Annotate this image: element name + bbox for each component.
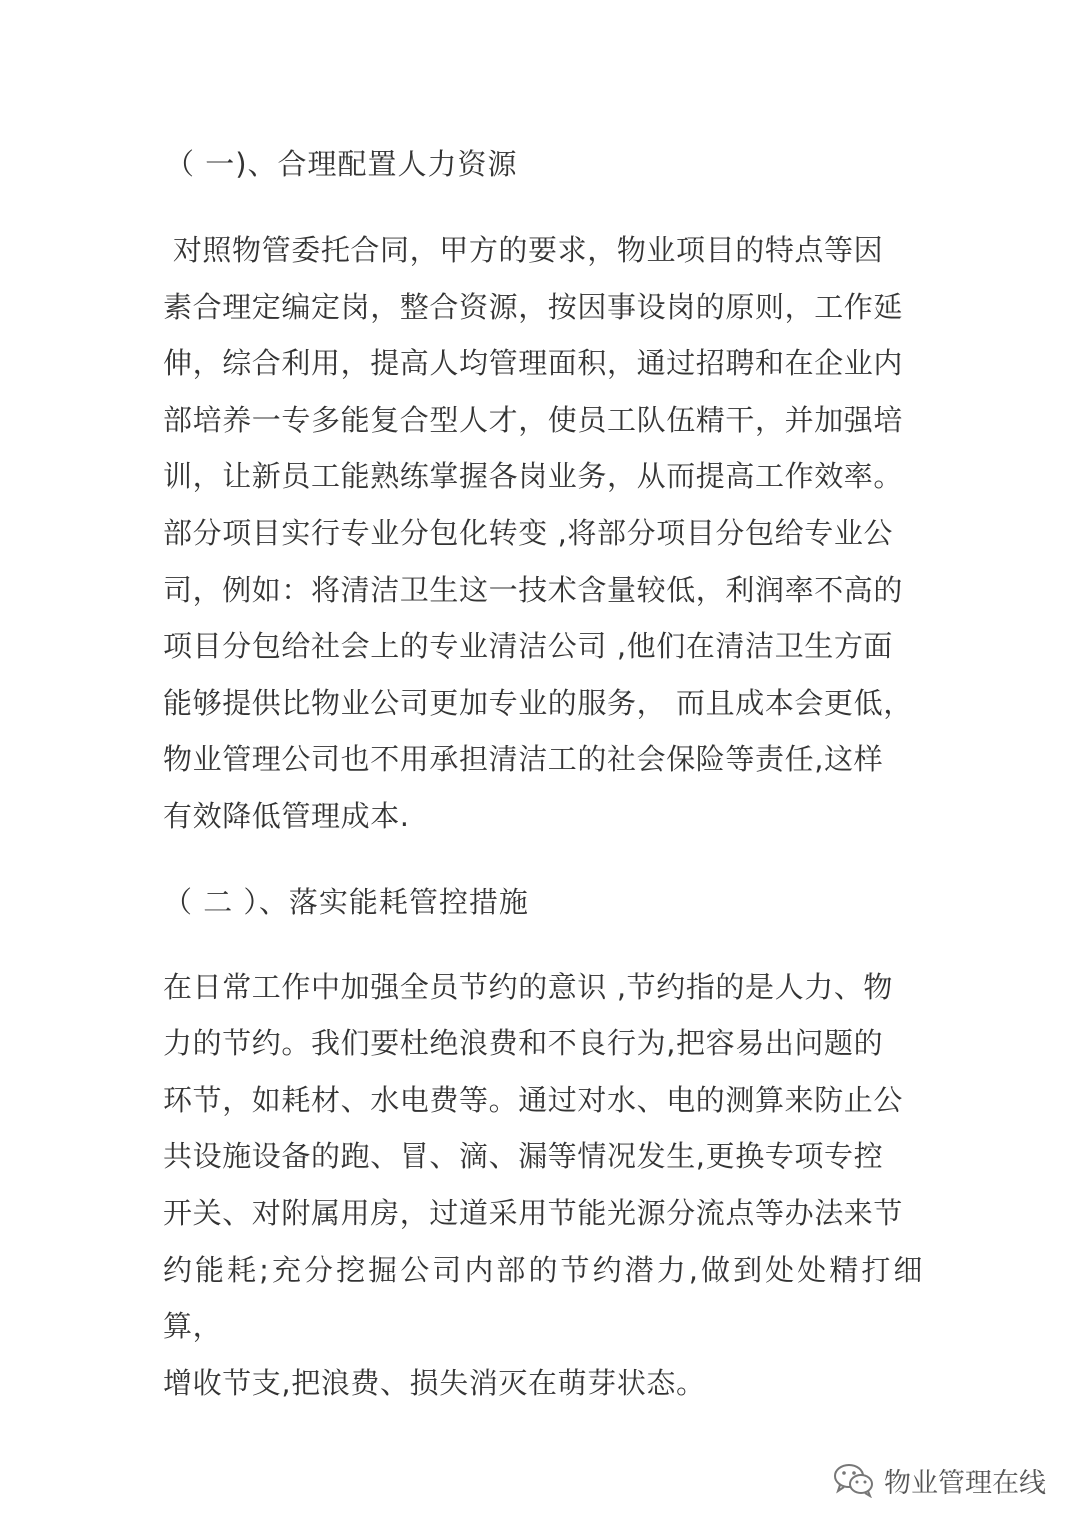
- paragraph-line: 素合理定编定岗，整合资源，按因事设岗的原则，工作延: [163, 289, 904, 324]
- paragraph-line: 项目分包给社会上的专业清洁公司 ,他们在清洁卫生方面: [163, 629, 894, 664]
- paragraph-line: 环节，如耗材、水电费等。通过对水、电的测算来防止公: [163, 1082, 904, 1117]
- paragraph-line: 对照物管委托合同，甲方的要求，物业项目的特点等因: [163, 233, 884, 267]
- paragraph-line: 开关、对附属用房，过道采用节能光源分流点等办法来节: [163, 1195, 904, 1230]
- paragraph-line: 约能耗;充分挖掘公司内部的节约潜力,做到处处精打细算，: [163, 1252, 923, 1344]
- paragraph-line: 训，让新员工能熟练掌握各岗业务，从而提高工作效率。: [163, 459, 904, 494]
- paragraph-line: 部分项目实行专业分包化转变 ,将部分项目分包给专业公: [163, 515, 894, 550]
- paragraph-line: 司，例如：将清洁卫生这一技术含量较低，利润率不高的: [163, 572, 904, 607]
- paragraph-line: 有效降低管理成本.: [163, 798, 410, 833]
- paragraph-line: 共设施设备的跑、冒、滴、漏等情况发生,更换专项专控: [163, 1139, 884, 1174]
- paragraph-line: 物业管理公司也不用承担清洁工的社会保险等责任,这样: [163, 742, 884, 777]
- paragraph-line: 在日常工作中加强全员节约的意识 ,节约指的是人力、物: [163, 969, 894, 1004]
- paragraph-line: 部培养一专多能复合型人才，使员工队伍精干，并加强培: [163, 402, 904, 437]
- section-heading-1: （ 一)、合理配置人力资源: [165, 147, 518, 181]
- account-watermark: [832, 1460, 1046, 1500]
- section-paragraph-2: [163, 959, 923, 1412]
- paragraph-line: 力的节约。我们要杜绝浪费和不良行为,把容易出问题的: [163, 1026, 884, 1061]
- paragraph-line: 增收节支,把浪费、损失消灭在萌芽状态。: [163, 1365, 706, 1400]
- section-paragraph-1: [163, 222, 923, 845]
- section-heading-2: （ 二 ）、落实能耗管控措施: [163, 884, 529, 919]
- paragraph-line: 伸，综合利用，提高人均管理面积，通过招聘和在企业内: [163, 346, 904, 381]
- article-body: [163, 136, 923, 1411]
- account-name: 物业管理在线: [884, 1467, 1046, 1499]
- wechat-icon: [832, 1462, 876, 1498]
- paragraph-line: 能够提供比物业公司更加专业的服务， 而且成本会更低，: [163, 685, 913, 720]
